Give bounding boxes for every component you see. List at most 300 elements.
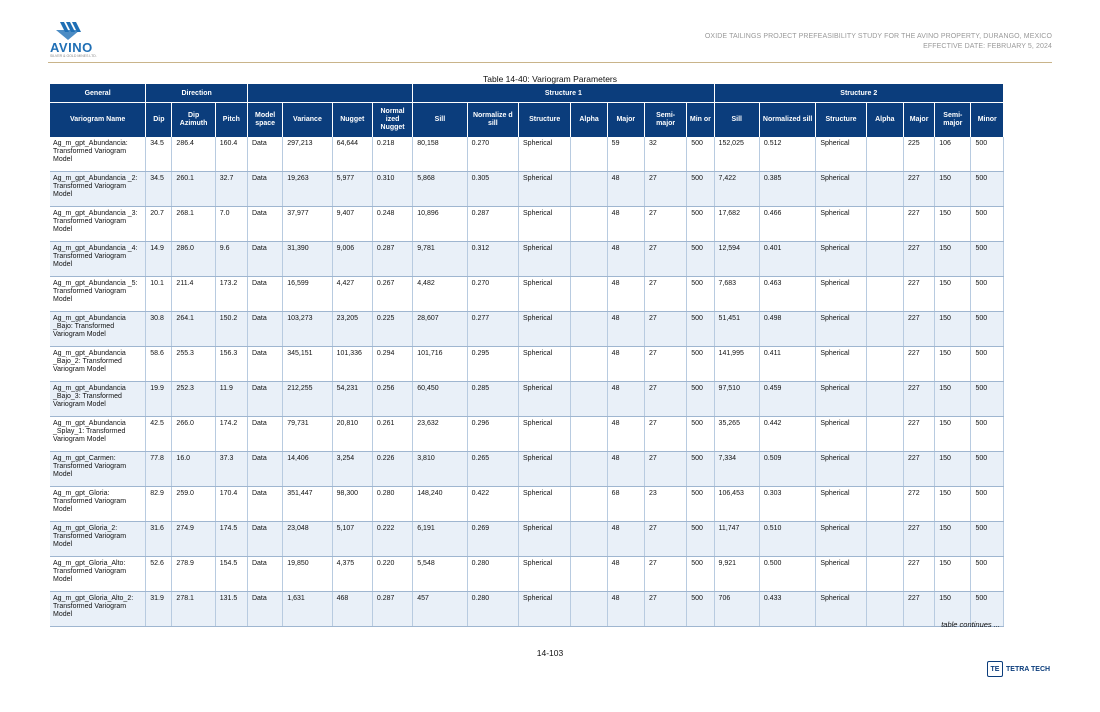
table-cell: 227	[903, 172, 934, 207]
table-cell: 500	[687, 417, 714, 452]
table-cell: 0.295	[467, 347, 518, 382]
table-cell: 32	[644, 137, 686, 172]
table-cell: 278.1	[172, 592, 215, 627]
table-cell: 27	[644, 172, 686, 207]
table-cell	[866, 347, 903, 382]
column-header: Minor	[971, 103, 1004, 138]
table-cell: 225	[903, 137, 934, 172]
table-cell: 152,025	[714, 137, 759, 172]
table-cell: 77.8	[146, 452, 172, 487]
table-cell	[866, 522, 903, 557]
group-direction: Direction	[146, 84, 248, 103]
column-header: Normal ized Nugget	[372, 103, 412, 138]
table-cell	[866, 487, 903, 522]
table-cell: Spherical	[816, 137, 866, 172]
table-cell: 286.4	[172, 137, 215, 172]
table-cell: 272	[903, 487, 934, 522]
variogram-name-cell: Ag_m_gpt_Gloria_Alto_2: Transformed Variogram Model	[50, 592, 146, 627]
table-cell	[571, 242, 607, 277]
table-caption: Table 14-40: Variogram Parameters	[482, 74, 618, 84]
table-cell	[866, 242, 903, 277]
table-cell: 0.509	[759, 452, 815, 487]
table-cell: 500	[971, 592, 1004, 627]
table-cell: 5,977	[332, 172, 372, 207]
table-cell: 0.287	[372, 592, 412, 627]
table-cell: Spherical	[519, 452, 571, 487]
table-row	[50, 312, 1004, 347]
table-cell: 48	[607, 522, 644, 557]
table-cell: 150	[935, 207, 971, 242]
table-cell: 48	[607, 277, 644, 312]
table-row	[50, 347, 1004, 382]
table-cell: 27	[644, 277, 686, 312]
table-cell: 60,450	[413, 382, 467, 417]
table-cell: 0.385	[759, 172, 815, 207]
table-cell: 48	[607, 382, 644, 417]
table-cell	[571, 487, 607, 522]
table-cell: 500	[971, 557, 1004, 592]
table-cell: Spherical	[519, 277, 571, 312]
table-cell: 150.2	[215, 312, 247, 347]
table-cell: 37.3	[215, 452, 247, 487]
table-cell: 500	[971, 137, 1004, 172]
variogram-name-cell: Ag_m_gpt_Abundancia _Splay_1: Transformed Variogram Model	[50, 417, 146, 452]
table-cell: 68	[607, 487, 644, 522]
logo-subtitle: SILVER & GOLD MINES LTD.	[50, 54, 97, 58]
table-cell: 23,632	[413, 417, 467, 452]
table-cell: 0.280	[372, 487, 412, 522]
table-cell: 0.277	[467, 312, 518, 347]
table-cell: 54,231	[332, 382, 372, 417]
column-header: Normalize d sill	[467, 103, 518, 138]
table-cell: 7,422	[714, 172, 759, 207]
table-cell: 0.248	[372, 207, 412, 242]
table-cell: 58.6	[146, 347, 172, 382]
group-header-row	[50, 84, 1004, 103]
table-row	[50, 522, 1004, 557]
column-header: Sill	[413, 103, 467, 138]
variogram-name-cell: Ag_m_gpt_Abundancia _Bajo: Transformed Variogram Model	[50, 312, 146, 347]
variogram-name-cell: Ag_m_gpt_Carmen: Transformed Variogram Model	[50, 452, 146, 487]
table-cell: 97,510	[714, 382, 759, 417]
table-cell: 52.6	[146, 557, 172, 592]
table-cell: 79,731	[283, 417, 332, 452]
table-cell: 0.500	[759, 557, 815, 592]
report-header	[705, 32, 1052, 52]
table-cell: 14,406	[283, 452, 332, 487]
column-header: Major	[607, 103, 644, 138]
table-cell: Spherical	[816, 382, 866, 417]
table-cell: 500	[687, 172, 714, 207]
table-cell: Spherical	[519, 417, 571, 452]
table-cell: 500	[687, 312, 714, 347]
table-cell: Data	[247, 312, 282, 347]
table-cell: 48	[607, 207, 644, 242]
table-cell: 500	[971, 207, 1004, 242]
table-cell: Data	[247, 172, 282, 207]
table-cell: Spherical	[519, 347, 571, 382]
column-header: Sill	[714, 103, 759, 138]
table-cell: 27	[644, 452, 686, 487]
table-cell	[866, 312, 903, 347]
column-header-row	[50, 103, 1004, 138]
table-cell: Spherical	[519, 172, 571, 207]
table-cell: 20,810	[332, 417, 372, 452]
table-cell	[866, 137, 903, 172]
table-cell: 0.510	[759, 522, 815, 557]
table-cell: 500	[971, 347, 1004, 382]
table-cell: 212,255	[283, 382, 332, 417]
column-header: Normalized sill	[759, 103, 815, 138]
table-cell: 3,254	[332, 452, 372, 487]
table-cell: 227	[903, 242, 934, 277]
table-cell	[866, 172, 903, 207]
tetra-tech-logo	[987, 661, 1050, 677]
table-cell: 706	[714, 592, 759, 627]
table-cell: 0.220	[372, 557, 412, 592]
table-cell: 9,781	[413, 242, 467, 277]
variogram-name-cell: Ag_m_gpt_Gloria: Transformed Variogram Model	[50, 487, 146, 522]
table-cell: Spherical	[816, 277, 866, 312]
variogram-name-cell: Ag_m_gpt_Abundancia _4: Transformed Variogram Model	[50, 242, 146, 277]
effective-date: EFFECTIVE DATE: FEBRUARY 5, 2024	[923, 43, 1052, 50]
table-cell: 211.4	[172, 277, 215, 312]
table-cell: 264.1	[172, 312, 215, 347]
table-cell: 1,631	[283, 592, 332, 627]
table-cell: Spherical	[519, 487, 571, 522]
table-cell: 500	[687, 137, 714, 172]
column-header: Variance	[283, 103, 332, 138]
table-cell: 500	[687, 522, 714, 557]
table-cell: Spherical	[816, 207, 866, 242]
table-cell: 150	[935, 452, 971, 487]
column-header: Min or	[687, 103, 714, 138]
table-cell	[866, 382, 903, 417]
table-cell: 28,607	[413, 312, 467, 347]
column-header: Alpha	[866, 103, 903, 138]
table-cell: Data	[247, 207, 282, 242]
table-cell: 500	[971, 172, 1004, 207]
table-cell: 500	[687, 592, 714, 627]
table-row	[50, 452, 1004, 487]
table-cell: 27	[644, 242, 686, 277]
table-cell: Data	[247, 452, 282, 487]
table-cell: 23,048	[283, 522, 332, 557]
table-cell: 27	[644, 382, 686, 417]
table-row	[50, 207, 1004, 242]
table-cell: 14.9	[146, 242, 172, 277]
table-cell: 0.269	[467, 522, 518, 557]
table-cell: 23,205	[332, 312, 372, 347]
header-divider	[48, 62, 1052, 63]
table-cell: 500	[971, 312, 1004, 347]
table-cell: 0.218	[372, 137, 412, 172]
table-cell: 500	[687, 242, 714, 277]
table-cell	[866, 452, 903, 487]
table-cell: Spherical	[519, 312, 571, 347]
table-cell: 500	[971, 242, 1004, 277]
table-cell: 0.267	[372, 277, 412, 312]
table-cell: 0.256	[372, 382, 412, 417]
table-row	[50, 382, 1004, 417]
table-cell: Data	[247, 557, 282, 592]
table-cell: Spherical	[816, 172, 866, 207]
table-cell: 255.3	[172, 347, 215, 382]
table-cell: 0.459	[759, 382, 815, 417]
table-cell: 7,334	[714, 452, 759, 487]
table-cell: 5,107	[332, 522, 372, 557]
table-cell: 48	[607, 417, 644, 452]
table-cell: 0.466	[759, 207, 815, 242]
table-cell: Data	[247, 277, 282, 312]
table-cell	[571, 207, 607, 242]
table-cell: 0.498	[759, 312, 815, 347]
table-cell: 0.270	[467, 137, 518, 172]
table-cell: 227	[903, 277, 934, 312]
table-cell: 31.6	[146, 522, 172, 557]
table-cell: 468	[332, 592, 372, 627]
table-cell	[571, 312, 607, 347]
table-cell: 500	[687, 277, 714, 312]
table-cell: 10.1	[146, 277, 172, 312]
variogram-table	[50, 84, 1004, 627]
table-cell: 0.287	[372, 242, 412, 277]
table-cell: Data	[247, 417, 282, 452]
table-cell	[866, 557, 903, 592]
table-cell: Spherical	[816, 312, 866, 347]
table-cell: 252.3	[172, 382, 215, 417]
table-cell: 0.433	[759, 592, 815, 627]
table-cell: 227	[903, 557, 934, 592]
table-cell: 0.222	[372, 522, 412, 557]
table-cell: 150	[935, 382, 971, 417]
table-cell: 48	[607, 312, 644, 347]
table-cell: 34.5	[146, 137, 172, 172]
table-cell: 59	[607, 137, 644, 172]
table-row	[50, 487, 1004, 522]
table-cell: 500	[971, 522, 1004, 557]
table-cell: 9,921	[714, 557, 759, 592]
table-cell: Spherical	[519, 137, 571, 172]
table-cell: 500	[971, 382, 1004, 417]
table-cell: 150	[935, 417, 971, 452]
table-cell: 20.7	[146, 207, 172, 242]
table-cell: 64,644	[332, 137, 372, 172]
table-cell: 500	[687, 452, 714, 487]
table-cell: 106	[935, 137, 971, 172]
table-cell	[571, 347, 607, 382]
table-cell: 500	[687, 207, 714, 242]
table-cell: 174.5	[215, 522, 247, 557]
table-cell: Spherical	[519, 592, 571, 627]
table-cell: 0.463	[759, 277, 815, 312]
group-general: General	[50, 84, 146, 103]
table-cell: 500	[687, 382, 714, 417]
table-row	[50, 172, 1004, 207]
column-header: Alpha	[571, 103, 607, 138]
table-cell: 0.310	[372, 172, 412, 207]
table-cell: Spherical	[519, 557, 571, 592]
table-cell: 48	[607, 592, 644, 627]
table-cell: 0.411	[759, 347, 815, 382]
table-row	[50, 137, 1004, 172]
table-cell: 268.1	[172, 207, 215, 242]
table-cell: 227	[903, 382, 934, 417]
table-cell: Spherical	[816, 417, 866, 452]
table-cell: 227	[903, 417, 934, 452]
table-cell: 227	[903, 592, 934, 627]
table-cell: 131.5	[215, 592, 247, 627]
table-cell: 51,451	[714, 312, 759, 347]
table-cell: 0.280	[467, 557, 518, 592]
column-header: Semi-major	[644, 103, 686, 138]
column-header: Nugget	[332, 103, 372, 138]
table-cell: 500	[687, 347, 714, 382]
table-cell: 10,896	[413, 207, 467, 242]
table-cell: Spherical	[816, 242, 866, 277]
table-cell: 0.261	[372, 417, 412, 452]
table-cell	[571, 382, 607, 417]
table-cell: Spherical	[816, 522, 866, 557]
table-cell: 0.305	[467, 172, 518, 207]
page-number: 14-103	[536, 648, 564, 658]
column-header: Model space	[247, 103, 282, 138]
table-row	[50, 277, 1004, 312]
table-cell: 259.0	[172, 487, 215, 522]
table-cell	[866, 207, 903, 242]
table-cell: 500	[687, 557, 714, 592]
table-cell	[571, 417, 607, 452]
table-cell: 19.9	[146, 382, 172, 417]
table-cell: 16,599	[283, 277, 332, 312]
table-row	[50, 417, 1004, 452]
table-cell: 16.0	[172, 452, 215, 487]
table-cell: 150	[935, 557, 971, 592]
table-cell: 101,716	[413, 347, 467, 382]
table-cell	[571, 277, 607, 312]
table-cell	[571, 522, 607, 557]
table-cell: 0.312	[467, 242, 518, 277]
table-cell: 17,682	[714, 207, 759, 242]
table-cell: 0.296	[467, 417, 518, 452]
table-cell: 37,977	[283, 207, 332, 242]
table-cell: 82.9	[146, 487, 172, 522]
table-row	[50, 242, 1004, 277]
table-cell: 150	[935, 487, 971, 522]
table-cell: 32.7	[215, 172, 247, 207]
table-cell: Spherical	[519, 242, 571, 277]
table-cell: 3,810	[413, 452, 467, 487]
table-cell: 286.0	[172, 242, 215, 277]
table-cell: 34.5	[146, 172, 172, 207]
column-header: Dip Azimuth	[172, 103, 215, 138]
variogram-name-cell: Ag_m_gpt_Gloria_Alto: Transformed Variogram Model	[50, 557, 146, 592]
table-cell: 500	[971, 487, 1004, 522]
table-cell: 48	[607, 557, 644, 592]
table-cell: 30.8	[146, 312, 172, 347]
report-title: OXIDE TAILINGS PROJECT PREFEASIBILITY STUDY FOR THE AVINO PROPERTY, DURANGO, MEXICO	[704, 33, 1052, 40]
table-cell: 150	[935, 172, 971, 207]
table-cell: 0.287	[467, 207, 518, 242]
table-cell: 260.1	[172, 172, 215, 207]
table-cell: Spherical	[519, 382, 571, 417]
table-cell: 0.225	[372, 312, 412, 347]
table-cell: 457	[413, 592, 467, 627]
table-cell: 500	[971, 417, 1004, 452]
column-header: Structure	[816, 103, 866, 138]
table-cell: 35,265	[714, 417, 759, 452]
table-cell: 11,747	[714, 522, 759, 557]
table-cell: 80,158	[413, 137, 467, 172]
table-cell	[571, 172, 607, 207]
column-header: Major	[903, 103, 934, 138]
table-cell: 500	[971, 452, 1004, 487]
table-cell: 27	[644, 592, 686, 627]
table-cell: 150	[935, 347, 971, 382]
table-cell: 5,868	[413, 172, 467, 207]
group-structure-2: Structure 2	[714, 84, 1003, 103]
table-cell: Data	[247, 522, 282, 557]
table-cell: 148,240	[413, 487, 467, 522]
table-cell: Spherical	[816, 452, 866, 487]
table-cell: 150	[935, 242, 971, 277]
table-cell: 351,447	[283, 487, 332, 522]
table-cell	[866, 592, 903, 627]
table-cell: Spherical	[816, 557, 866, 592]
table-cell: Data	[247, 242, 282, 277]
table-cell: 141,995	[714, 347, 759, 382]
table-cell: 0.285	[467, 382, 518, 417]
table-cell: Data	[247, 592, 282, 627]
table-cell: Spherical	[519, 207, 571, 242]
table-cell: 7.0	[215, 207, 247, 242]
table-cell: 227	[903, 347, 934, 382]
table-cell	[571, 137, 607, 172]
table-cell: 27	[644, 347, 686, 382]
table-body	[50, 137, 1004, 627]
table-cell: 150	[935, 592, 971, 627]
table-cell: 4,427	[332, 277, 372, 312]
column-header: Structure	[519, 103, 571, 138]
table-cell: 7,683	[714, 277, 759, 312]
table-continues-note: table continues ...	[941, 620, 1000, 629]
table-cell: 345,151	[283, 347, 332, 382]
table-cell: 42.5	[146, 417, 172, 452]
table-cell: 27	[644, 417, 686, 452]
table-cell	[571, 452, 607, 487]
table-cell: Data	[247, 382, 282, 417]
table-cell: Spherical	[816, 487, 866, 522]
table-cell: 48	[607, 347, 644, 382]
table-cell: 274.9	[172, 522, 215, 557]
table-cell: 11.9	[215, 382, 247, 417]
table-cell: 23	[644, 487, 686, 522]
table-cell: 160.4	[215, 137, 247, 172]
table-cell	[866, 417, 903, 452]
variogram-name-cell: Ag_m_gpt_Abundancia: Transformed Variogram Model	[50, 137, 146, 172]
tetra-tech-text: TETRA TECH	[1006, 665, 1051, 673]
table-cell: Spherical	[816, 347, 866, 382]
column-header: Dip	[146, 103, 172, 138]
column-header: Semi-major	[935, 103, 971, 138]
variogram-name-cell: Ag_m_gpt_Abundancia _3: Transformed Variogram Model	[50, 207, 146, 242]
table-cell: 31,390	[283, 242, 332, 277]
table-cell: 297,213	[283, 137, 332, 172]
variogram-name-cell: Ag_m_gpt_Gloria_2: Transformed Variogram Model	[50, 522, 146, 557]
table-cell: Spherical	[816, 592, 866, 627]
table-cell: 48	[607, 452, 644, 487]
variogram-name-cell: Ag_m_gpt_Abundancia _5: Transformed Variogram Model	[50, 277, 146, 312]
